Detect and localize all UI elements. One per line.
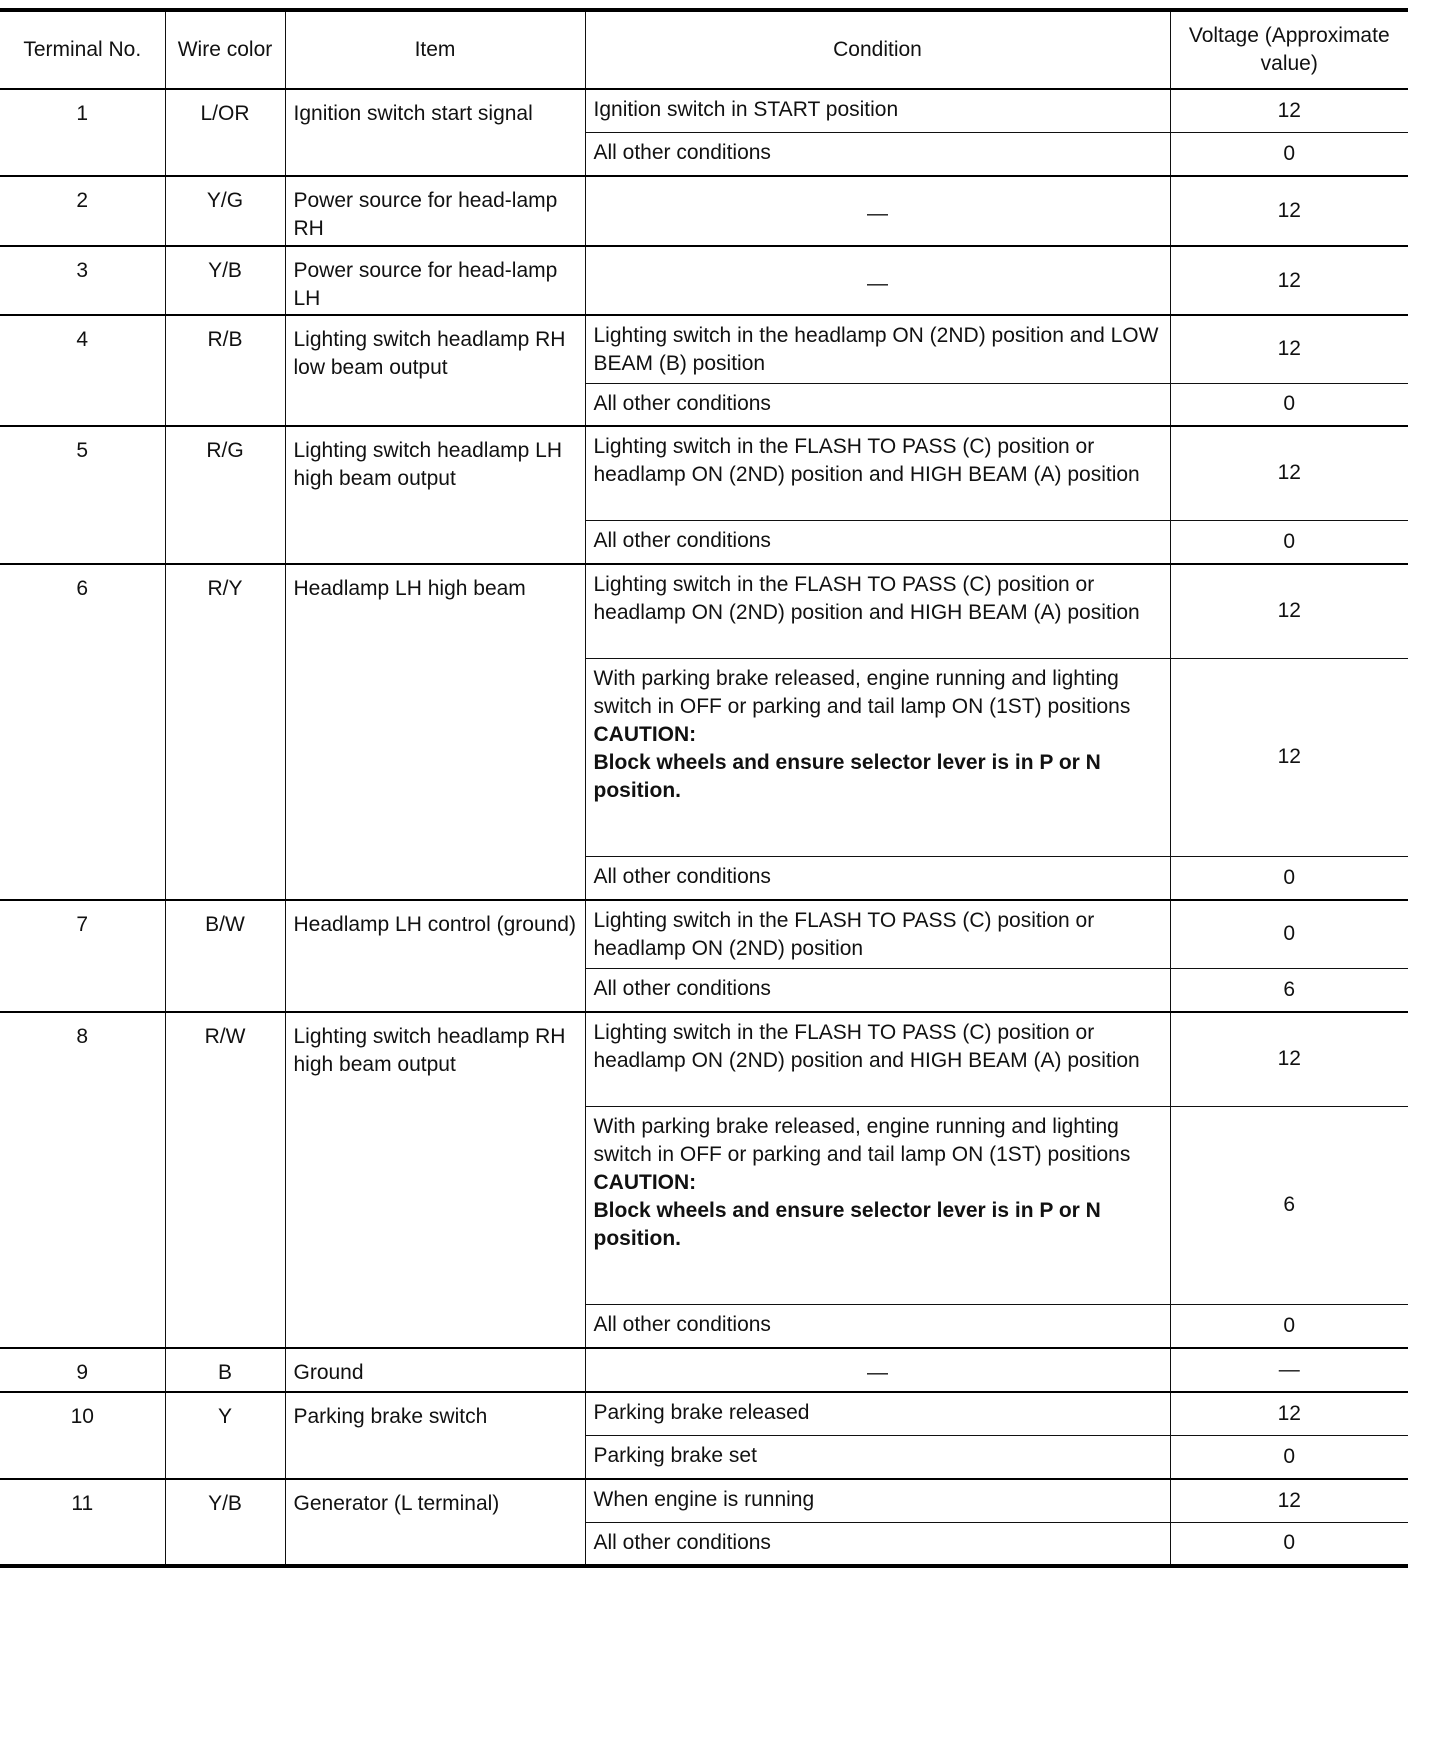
wire-color: Y/G <box>165 176 285 246</box>
terminal-number: 1 <box>0 89 165 176</box>
voltage-value: 12 <box>1170 658 1408 856</box>
table-row <box>0 89 1408 132</box>
condition-text: All other conditions <box>593 528 771 552</box>
table-row <box>0 315 1408 383</box>
condition-cell <box>585 176 1170 246</box>
condition-cell <box>585 564 1170 658</box>
voltage-value: 0 <box>1170 900 1408 968</box>
voltage-value: 6 <box>1170 1106 1408 1304</box>
condition-text: — <box>867 202 888 225</box>
condition-cell <box>585 1304 1170 1348</box>
wire-color: Y <box>165 1392 285 1479</box>
condition-text: When engine is running <box>593 1488 815 1511</box>
item-description: Parking brake switch <box>285 1392 585 1479</box>
table-row <box>0 900 1408 968</box>
item-description: Headlamp LH control (ground) <box>285 900 585 1012</box>
condition-cell <box>585 658 1170 856</box>
terminal-voltage-table <box>0 8 1408 1568</box>
voltage-value: 12 <box>1170 89 1408 132</box>
wire-color: Y/B <box>165 246 285 315</box>
item-description: Headlamp LH high beam <box>285 564 585 900</box>
voltage-value: 12 <box>1170 426 1408 520</box>
table-body <box>0 89 1408 1566</box>
condition-text: With parking brake released, engine running and lighting switch in OFF or parking and tail lamp ON (1ST) positions <box>593 666 1131 718</box>
condition-text: Lighting switch in the FLASH TO PASS (C) position or headlamp ON (2ND) position and HIGH BEAM (A) position <box>593 1021 1140 1072</box>
condition-cell <box>585 1012 1170 1106</box>
header-condition: Condition <box>585 10 1170 89</box>
header-terminal-no: Terminal No. <box>0 10 165 89</box>
condition-cell <box>585 426 1170 520</box>
condition-text: Parking brake released <box>593 1401 810 1424</box>
condition-cell <box>585 856 1170 900</box>
terminal-number: 6 <box>0 564 165 900</box>
terminal-number: 10 <box>0 1392 165 1479</box>
caution-label: CAUTION: <box>593 1170 697 1194</box>
caution-text: Block wheels and ensure selector lever is in P or N position. <box>593 1198 1101 1250</box>
wire-color: R/B <box>165 315 285 426</box>
condition-text: All other conditions <box>593 976 771 1000</box>
wire-color: B <box>165 1348 285 1392</box>
item-description: Lighting switch headlamp RH high beam output <box>285 1012 585 1348</box>
condition-text: All other conditions <box>593 391 771 415</box>
condition-cell <box>585 520 1170 564</box>
voltage-value: 0 <box>1170 132 1408 176</box>
item-description: Lighting switch headlamp LH high beam output <box>285 426 585 564</box>
condition-cell <box>585 315 1170 383</box>
condition-text: All other conditions <box>593 1312 771 1336</box>
wire-color: L/OR <box>165 89 285 176</box>
table-row <box>0 1348 1408 1392</box>
terminal-number: 3 <box>0 246 165 315</box>
caution-text: Block wheels and ensure selector lever is in P or N position. <box>593 750 1101 802</box>
item-description: Power source for head-lamp LH <box>285 246 585 315</box>
voltage-value: 12 <box>1170 315 1408 383</box>
terminal-number: 9 <box>0 1348 165 1392</box>
header-item: Item <box>285 10 585 89</box>
table-row <box>0 1392 1408 1435</box>
terminal-number: 4 <box>0 315 165 426</box>
item-description: Ground <box>285 1348 585 1392</box>
voltage-value: — <box>1170 1348 1408 1392</box>
voltage-value: 0 <box>1170 1435 1408 1479</box>
condition-text: All other conditions <box>593 140 771 164</box>
wire-color: Y/B <box>165 1479 285 1566</box>
condition-cell <box>585 1522 1170 1566</box>
condition-cell <box>585 1106 1170 1304</box>
caution-label: CAUTION: <box>593 722 697 746</box>
item-description: Generator (L terminal) <box>285 1479 585 1566</box>
condition-cell <box>585 1392 1170 1435</box>
condition-text: Lighting switch in the FLASH TO PASS (C) position or headlamp ON (2ND) position <box>593 909 1095 960</box>
condition-cell <box>585 900 1170 968</box>
voltage-value: 0 <box>1170 856 1408 900</box>
condition-text: All other conditions <box>593 864 771 888</box>
table-row <box>0 564 1408 658</box>
condition-cell <box>585 968 1170 1012</box>
condition-text: — <box>867 271 888 295</box>
voltage-value: 12 <box>1170 246 1408 315</box>
header-row <box>0 10 1408 89</box>
voltage-value: 0 <box>1170 1522 1408 1566</box>
item-description: Lighting switch headlamp RH low beam output <box>285 315 585 426</box>
voltage-value: 6 <box>1170 968 1408 1012</box>
voltage-value: 12 <box>1170 1392 1408 1435</box>
table-row <box>0 176 1408 246</box>
voltage-value: 0 <box>1170 1304 1408 1348</box>
terminal-number: 5 <box>0 426 165 564</box>
condition-text: — <box>867 1361 888 1384</box>
terminal-number: 7 <box>0 900 165 1012</box>
voltage-value: 0 <box>1170 383 1408 426</box>
condition-cell <box>585 246 1170 315</box>
table-row <box>0 1479 1408 1522</box>
item-description: Ignition switch start signal <box>285 89 585 176</box>
item-description: Power source for head-lamp RH <box>285 176 585 246</box>
condition-cell <box>585 89 1170 132</box>
condition-text: All other conditions <box>593 1530 771 1554</box>
terminal-number: 8 <box>0 1012 165 1348</box>
condition-cell <box>585 1435 1170 1479</box>
table-row <box>0 426 1408 520</box>
condition-text: Ignition switch in START position <box>593 98 899 121</box>
header-wire-color: Wire color <box>165 10 285 89</box>
condition-cell <box>585 132 1170 176</box>
wire-color: R/G <box>165 426 285 564</box>
table-row <box>0 246 1408 315</box>
voltage-value: 12 <box>1170 1479 1408 1522</box>
condition-text: Parking brake set <box>593 1443 757 1467</box>
wire-color: R/Y <box>165 564 285 900</box>
voltage-value: 0 <box>1170 520 1408 564</box>
terminal-number: 2 <box>0 176 165 246</box>
terminal-number: 11 <box>0 1479 165 1566</box>
wire-color: R/W <box>165 1012 285 1348</box>
condition-text: With parking brake released, engine running and lighting switch in OFF or parking and tail lamp ON (1ST) positions <box>593 1114 1131 1166</box>
wire-color: B/W <box>165 900 285 1012</box>
condition-cell <box>585 1348 1170 1392</box>
terminal-voltage-table-container <box>0 8 1408 1568</box>
condition-cell <box>585 1479 1170 1522</box>
header-voltage: Voltage (Approximate value) <box>1170 10 1408 89</box>
voltage-value: 12 <box>1170 564 1408 658</box>
condition-text: Lighting switch in the FLASH TO PASS (C) position or headlamp ON (2ND) position and HIGH BEAM (A) position <box>593 573 1140 624</box>
table-row <box>0 1012 1408 1106</box>
condition-cell <box>585 383 1170 426</box>
voltage-value: 12 <box>1170 176 1408 246</box>
condition-text: Lighting switch in the FLASH TO PASS (C) position or headlamp ON (2ND) position and HIGH BEAM (A) position <box>593 435 1140 486</box>
voltage-value: 12 <box>1170 1012 1408 1106</box>
condition-text: Lighting switch in the headlamp ON (2ND) position and LOW BEAM (B) position <box>593 324 1159 375</box>
